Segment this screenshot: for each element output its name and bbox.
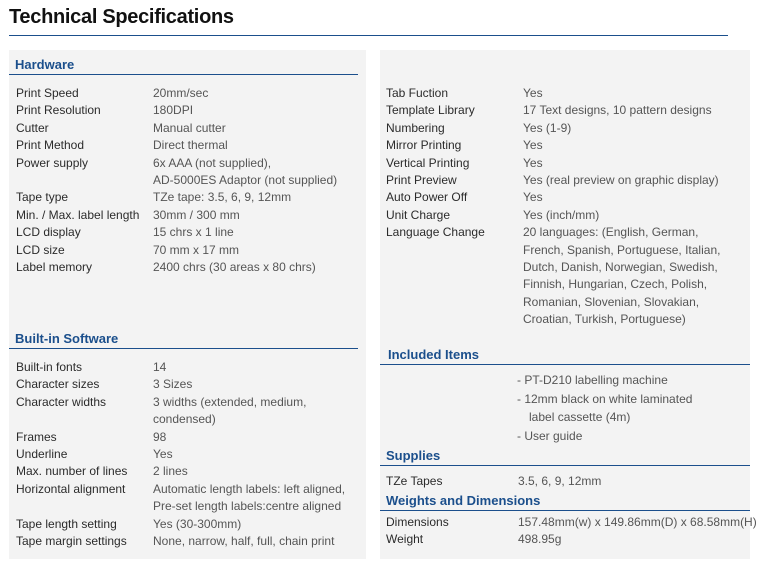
spec-label: LCD size xyxy=(16,242,65,257)
spec-value: 157.48mm(w) x 149.86mm(D) x 68.58mm(H) xyxy=(518,515,757,529)
spec-value: 98 xyxy=(153,429,167,444)
spec-value: 3 widths (extended, medium, xyxy=(153,394,307,409)
spec-label: Tape margin settings xyxy=(16,534,127,548)
spec-label: Vertical Printing xyxy=(386,155,470,170)
spec-value: condensed) xyxy=(153,412,216,427)
spec-value: 3.5, 6, 9, 12mm xyxy=(518,474,602,488)
hardware-heading: Hardware xyxy=(15,57,75,72)
spec-label: Max. number of lines xyxy=(16,464,128,479)
spec-label: TZe Tapes xyxy=(386,474,443,488)
spec-value: Yes xyxy=(523,138,543,153)
spec-label: Frames xyxy=(16,429,57,444)
included-item: - User guide xyxy=(517,428,583,443)
spec-label: Mirror Printing xyxy=(386,138,462,153)
weights-heading: Weights and Dimensions xyxy=(386,493,541,508)
spec-value: Yes xyxy=(153,447,173,461)
spec-value: 20mm/sec xyxy=(153,86,209,100)
spec-value: 70 mm x 17 mm xyxy=(153,242,240,257)
spec-label: Built-in fonts xyxy=(16,360,83,374)
spec-value: 2400 chrs (30 areas x 80 chrs) xyxy=(153,260,316,274)
spec-label: Print Preview xyxy=(386,173,457,187)
spec-value: Yes (30-300mm) xyxy=(153,516,242,531)
spec-value: 30mm / 300 mm xyxy=(153,207,240,222)
spec-value: 3 Sizes xyxy=(153,377,193,392)
software-rule xyxy=(9,348,358,349)
spec-value: 17 Text designs, 10 pattern designs xyxy=(523,103,712,118)
spec-label: Tape length setting xyxy=(16,516,117,531)
spec-value: French, Spanish, Portuguese, Italian, xyxy=(523,242,721,257)
spec-value: Croatian, Turkish, Portuguese) xyxy=(523,312,686,327)
spec-label: Dimensions xyxy=(386,515,449,529)
spec-value: 6x AAA (not supplied), xyxy=(153,155,272,170)
spec-value: 14 xyxy=(153,360,167,374)
spec-value: Yes (real preview on graphic display) xyxy=(523,173,719,187)
spec-value: Yes (inch/mm) xyxy=(523,207,600,222)
spec-value: Yes xyxy=(523,155,543,170)
spec-label: Min. / Max. label length xyxy=(16,207,140,222)
spec-value: Manual cutter xyxy=(153,120,226,135)
spec-value: Automatic length labels: left aligned, xyxy=(153,481,346,496)
title-divider xyxy=(9,35,728,36)
spec-value: 498.95g xyxy=(518,532,562,547)
spec-value: Yes xyxy=(523,86,543,100)
spec-label: Auto Power Off xyxy=(386,190,468,205)
spec-label: Power supply xyxy=(16,155,89,170)
page-title: Technical Specifications xyxy=(9,6,234,28)
spec-label: Unit Charge xyxy=(386,207,451,222)
spec-value: 2 lines xyxy=(153,464,188,479)
spec-label: Character sizes xyxy=(16,377,100,392)
spec-label: Cutter xyxy=(16,120,49,135)
spec-label: Tape type xyxy=(16,190,69,205)
spec-value: Dutch, Danish, Norwegian, Swedish, xyxy=(523,259,718,274)
spec-label: Character widths xyxy=(16,394,107,409)
spec-value: 20 languages: (English, German, xyxy=(523,225,699,240)
spec-value: Pre-set length labels:centre aligned xyxy=(153,499,342,514)
included-rule xyxy=(380,364,750,365)
spec-label: Label memory xyxy=(16,260,93,274)
spec-value: None, narrow, half, full, chain print xyxy=(153,534,335,548)
spec-value: TZe tape: 3.5, 6, 9, 12mm xyxy=(153,190,292,205)
spec-label: Language Change xyxy=(386,225,485,240)
weights-rule xyxy=(380,510,750,511)
spec-label: Horizontal alignment xyxy=(16,481,126,496)
spec-label: Print Resolution xyxy=(16,103,101,118)
included-heading: Included Items xyxy=(388,347,480,362)
included-item: - PT-D210 labelling machine xyxy=(517,373,668,387)
included-item: - 12mm black on white laminated xyxy=(517,391,693,406)
spec-value: 15 chrs x 1 line xyxy=(153,225,234,240)
spec-label: Template Library xyxy=(386,103,475,118)
spec-label: Numbering xyxy=(386,120,445,135)
hardware-rule xyxy=(9,74,358,75)
spec-label: LCD display xyxy=(16,225,81,240)
spec-label: Tab Fuction xyxy=(386,86,449,100)
spec-label: Print Method xyxy=(16,138,85,153)
software-heading: Built-in Software xyxy=(15,331,119,346)
included-item: label cassette (4m) xyxy=(529,410,631,425)
spec-value: Direct thermal xyxy=(153,138,228,153)
supplies-rule xyxy=(380,465,750,466)
spec-value: AD-5000ES Adaptor (not supplied) xyxy=(153,172,338,187)
spec-value: Romanian, Slovenian, Slovakian, xyxy=(523,294,700,309)
spec-label: Weight xyxy=(386,532,424,547)
spec-label: Print Speed xyxy=(16,86,79,100)
spec-value: Yes (1-9) xyxy=(523,120,572,135)
spec-label: Underline xyxy=(16,447,68,461)
supplies-heading: Supplies xyxy=(386,448,441,463)
spec-value: Yes xyxy=(523,190,543,205)
spec-value: Finnish, Hungarian, Czech, Polish, xyxy=(523,277,708,292)
spec-value: 180DPI xyxy=(153,103,194,118)
